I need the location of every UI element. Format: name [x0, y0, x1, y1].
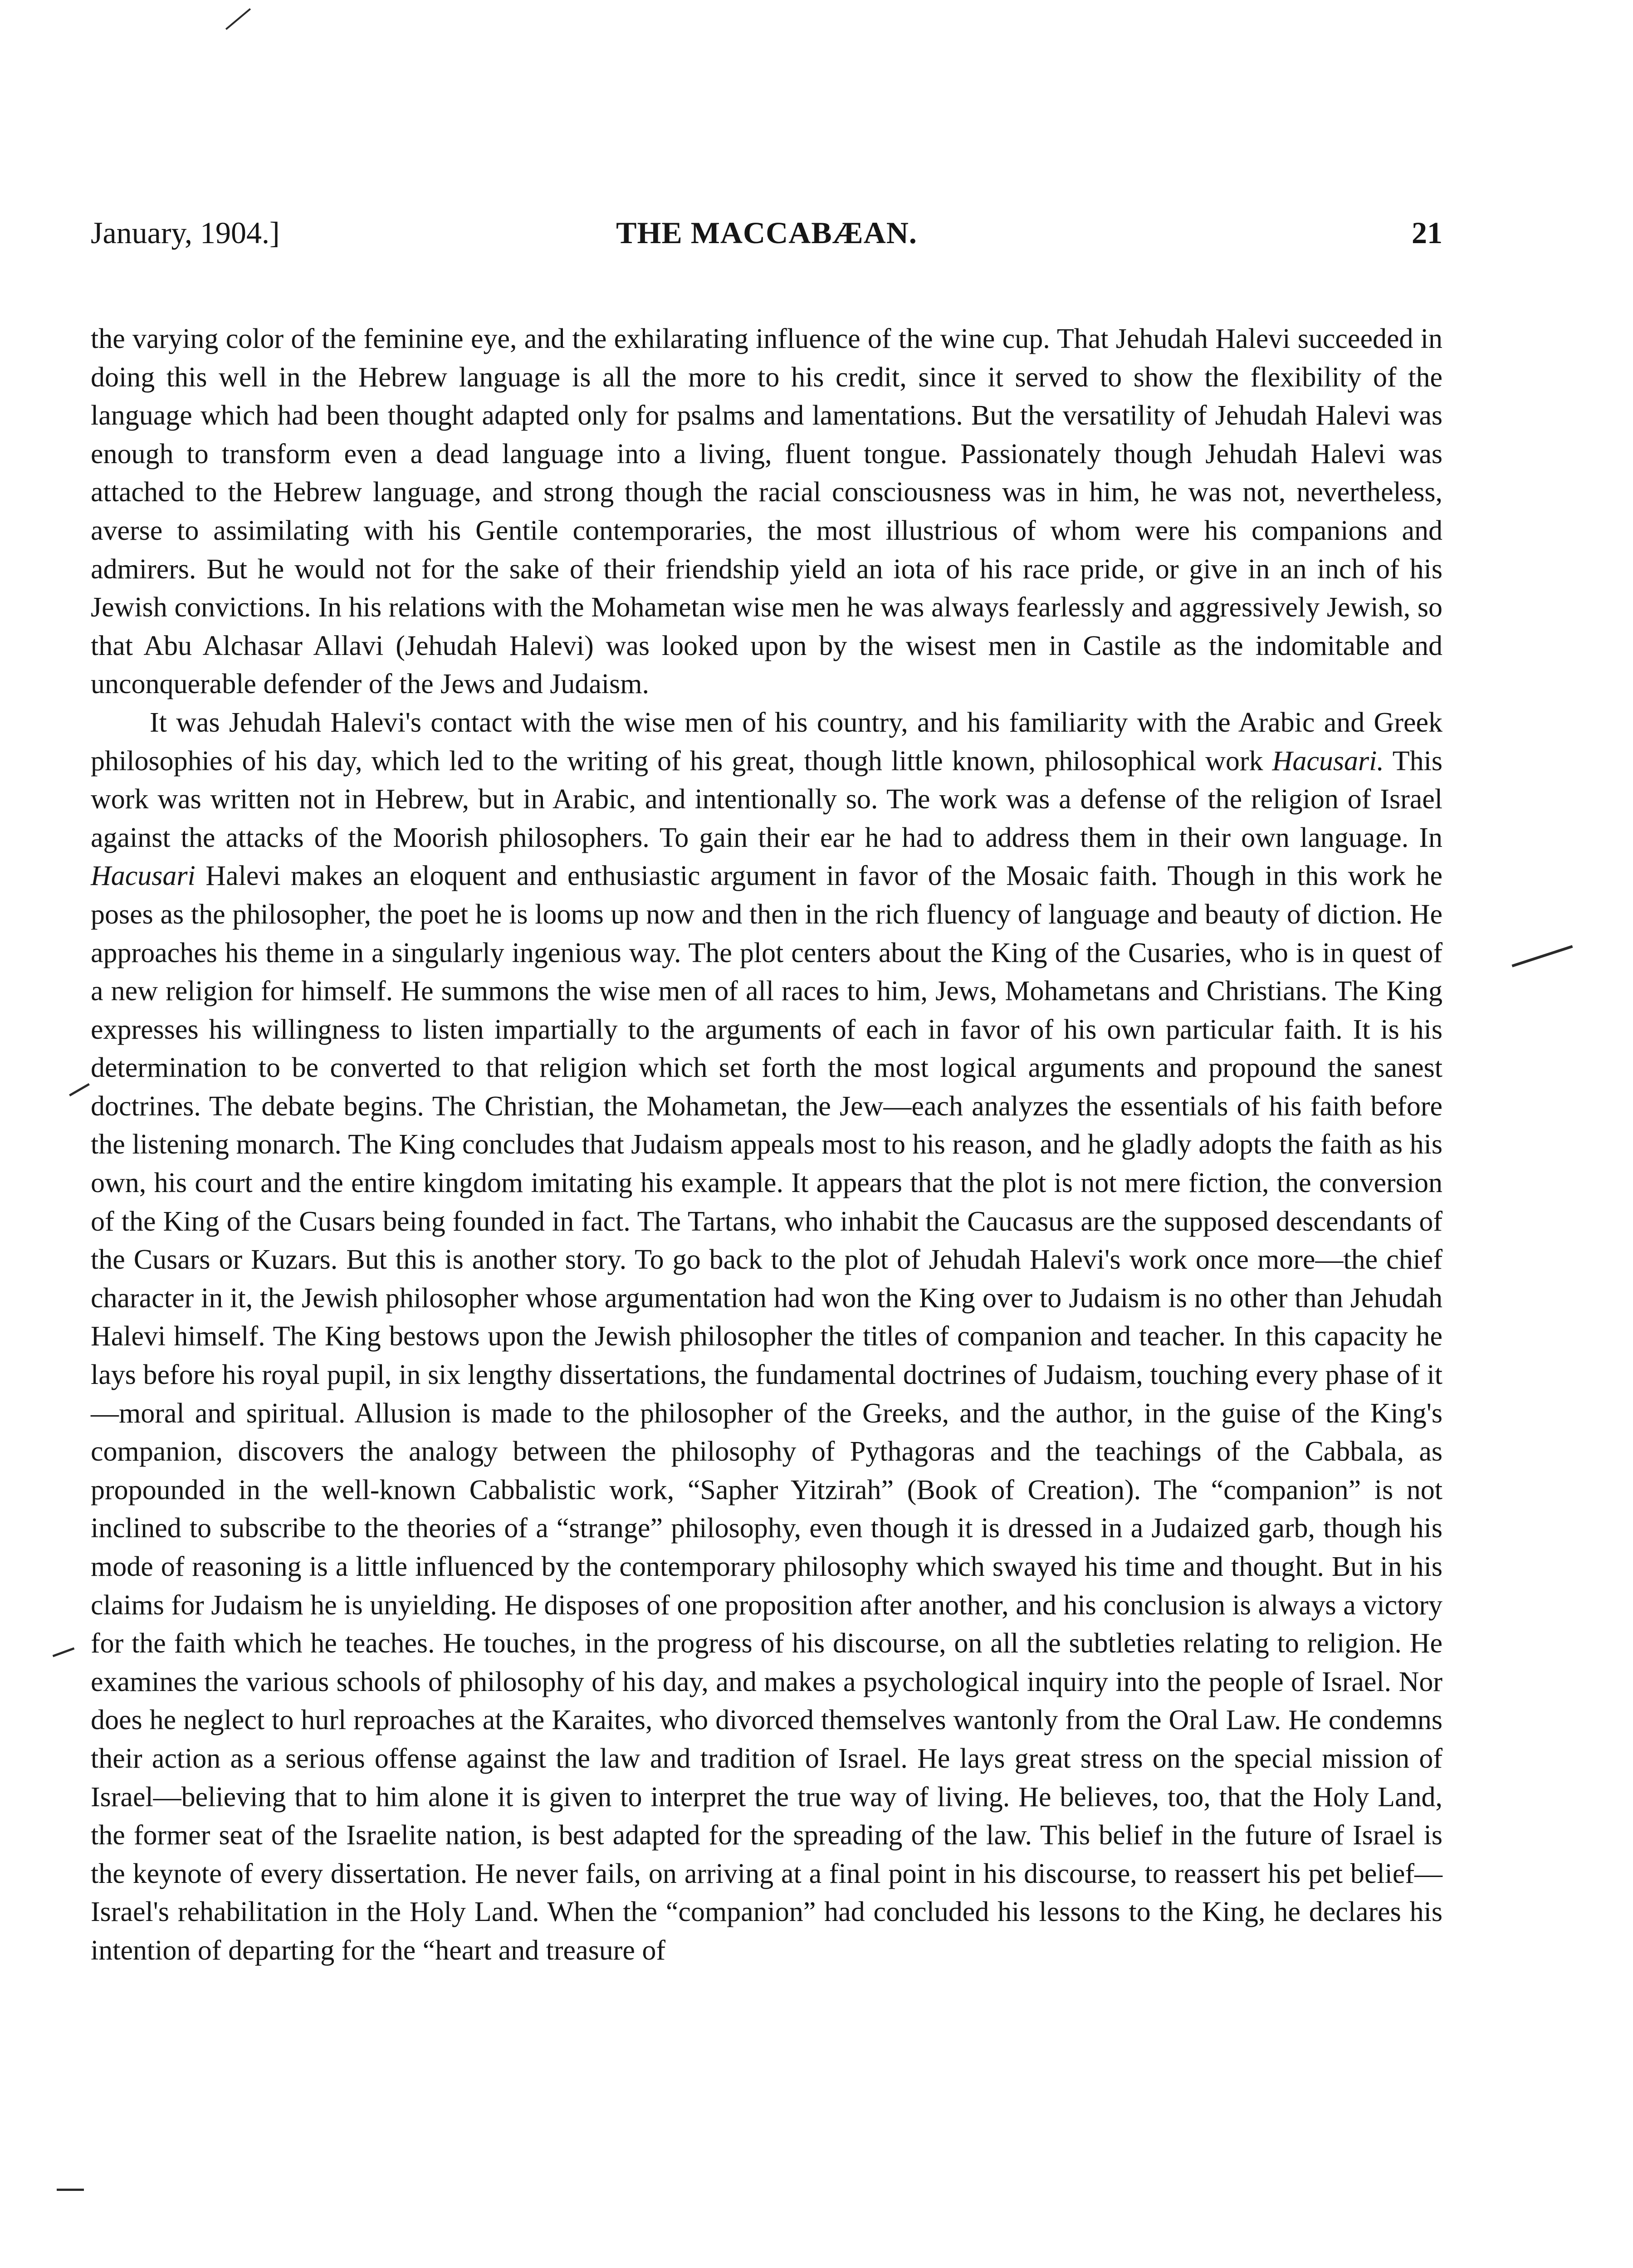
paragraph-1: the varying color of the feminine eye, and the exhilarating influence of the wine cup. That Jehudah Halevi succeeded in doing this well in the Hebrew language is all the more to his credit, since it served to show the flexibility of the language which had been thought adapted only for psalms and lamentations. But the versatility of Jehudah Halevi was enough to transform even a dead language into a living, fluent tongue. Passionately though Jehudah Halevi was attached to the Hebrew language, and strong though the racial consciousness was in him, he was not, nevertheless, averse to assimilating with his Gentile contemporaries, the most illustrious of whom were his companions and admirers. But he would not for the sake of their friendship yield an iota of his race pride, or give in an inch of his Jewish convictions. In his relations with the Mohametan wise men he was always fearlessly and aggressively Jewish, so that Abu Alchasar Allavi (Jehudah Halevi) was looked upon by the wisest men in Castile as the indomitable and unconquerable defender of the Jews and Judaism.	[91, 323, 1442, 700]
page-number: 21	[1412, 215, 1442, 250]
paragraph-2-text-1: It was Jehudah Halevi's contact with the wise men of his country, and his familiarity with the Arabic and Greek philosophies of his day, which led to the writing of his great, though little known, philosophical work	[91, 707, 1442, 777]
article-body	[91, 320, 1442, 1970]
margin-pen-mark	[53, 1647, 75, 1657]
margin-pen-mark	[1511, 945, 1573, 968]
margin-pen-mark	[225, 8, 251, 30]
work-title-hacusari: Hacusari.	[1272, 745, 1384, 777]
margin-pen-mark	[57, 2189, 84, 2191]
paragraph-2-text-3: Halevi makes an eloquent and enthusiastic argument in favor of the Mosaic faith. Though in this work he poses as the philosopher, the poet he is looms up now and then in the rich fluency of language and beauty of diction. He approaches his theme in a singularly ingenious way. The plot centers about the King of the Cusaries, who is in quest of a new religion for himself. He summons the wise men of all races to him, Jews, Mohametans and Christians. The King expresses his willingness to listen impartially to the arguments of each in favor of his own particular faith. It is his determination to be converted to that religion which set forth the most logical arguments and propound the sanest doctrines. The debate begins. The Christian, the Mohametan, the Jew—each analyzes the essentials of his faith before the listening monarch. The King concludes that Judaism appeals most to his reason, and he gladly adopts the faith as his own, his court and the entire kingdom imitating his example. It appears that the plot is not mere fiction, the conversion of the King of the Cusars being founded in fact. The Tartans, who inhabit the Caucasus are the supposed descendants of the Cusars or Kuzars. But this is another story. To go back to the plot of Jehudah Halevi's work once more—the chief character in it, the Jewish philosopher whose argumentation had won the King over to Judaism is no other than Jehudah Halevi himself. The King bestows upon the Jewish philosopher the titles of companion and teacher. In this capacity he lays before his royal pupil, in six lengthy dissertations, the fundamental doctrines of Judaism, touching every phase of it—moral and spiritual. Allusion is made to the philosopher of the Greeks, and the author, in the guise of the King's companion, discovers the analogy between the philosophy of Pythagoras and the teachings of the Cabbala, as propounded in the well-known Cabbalistic work, “Sapher Yitzirah” (Book of Creation). The “companion” is not inclined to subscribe to the theories of a “strange” philosophy, even though it is dressed in a Judaized garb, though his mode of reasoning is a little influenced by the contemporary philosophy which swayed his time and thought. But in his claims for Judaism he is unyielding. He disposes of one proposition after another, and his conclusion is always a victory for the faith which he teaches. He touches, in the progress of his discourse, on all the subtleties relating to religion. He examines the various schools of philosophy of his day, and makes a psychological inquiry into the people of Israel. Nor does he neglect to hurl reproaches at the Karaites, who divorced themselves wantonly from the Oral Law. He condemns their action as a serious offense against the law and tradition of Israel. He lays great stress on the special mission of Israel—believing that to him alone it is given to interpret the true way of living. He believes, too, that the Holy Land, the former seat of the Israelite nation, is best adapted for the spreading of the law. This belief in the future of Israel is the keynote of every dissertation. He never fails, on arriving at a final point in his discourse, to reassert his pet belief—Israel's rehabilitation in the Holy Land. When the “companion” had concluded his lessons to the King, he declares his intention of departing for the “heart and treasure of	[91, 860, 1443, 1966]
running-header	[91, 212, 1442, 253]
margin-pen-mark	[69, 1083, 90, 1096]
paragraph-2	[91, 704, 1442, 1970]
header-date: January, 1904.]	[91, 215, 280, 250]
work-title-hacusari-2: Hacusari	[91, 860, 196, 892]
paragraph-2-text-2: This work was written not in Hebrew, but in Arabic, and intentionally so. The work was a defense of the religion of Israel against the attacks of the Moorish philosophers. To gain their ear he had to address them in their own language. In	[91, 745, 1442, 853]
journal-title: THE MACCABÆAN.	[616, 215, 917, 250]
